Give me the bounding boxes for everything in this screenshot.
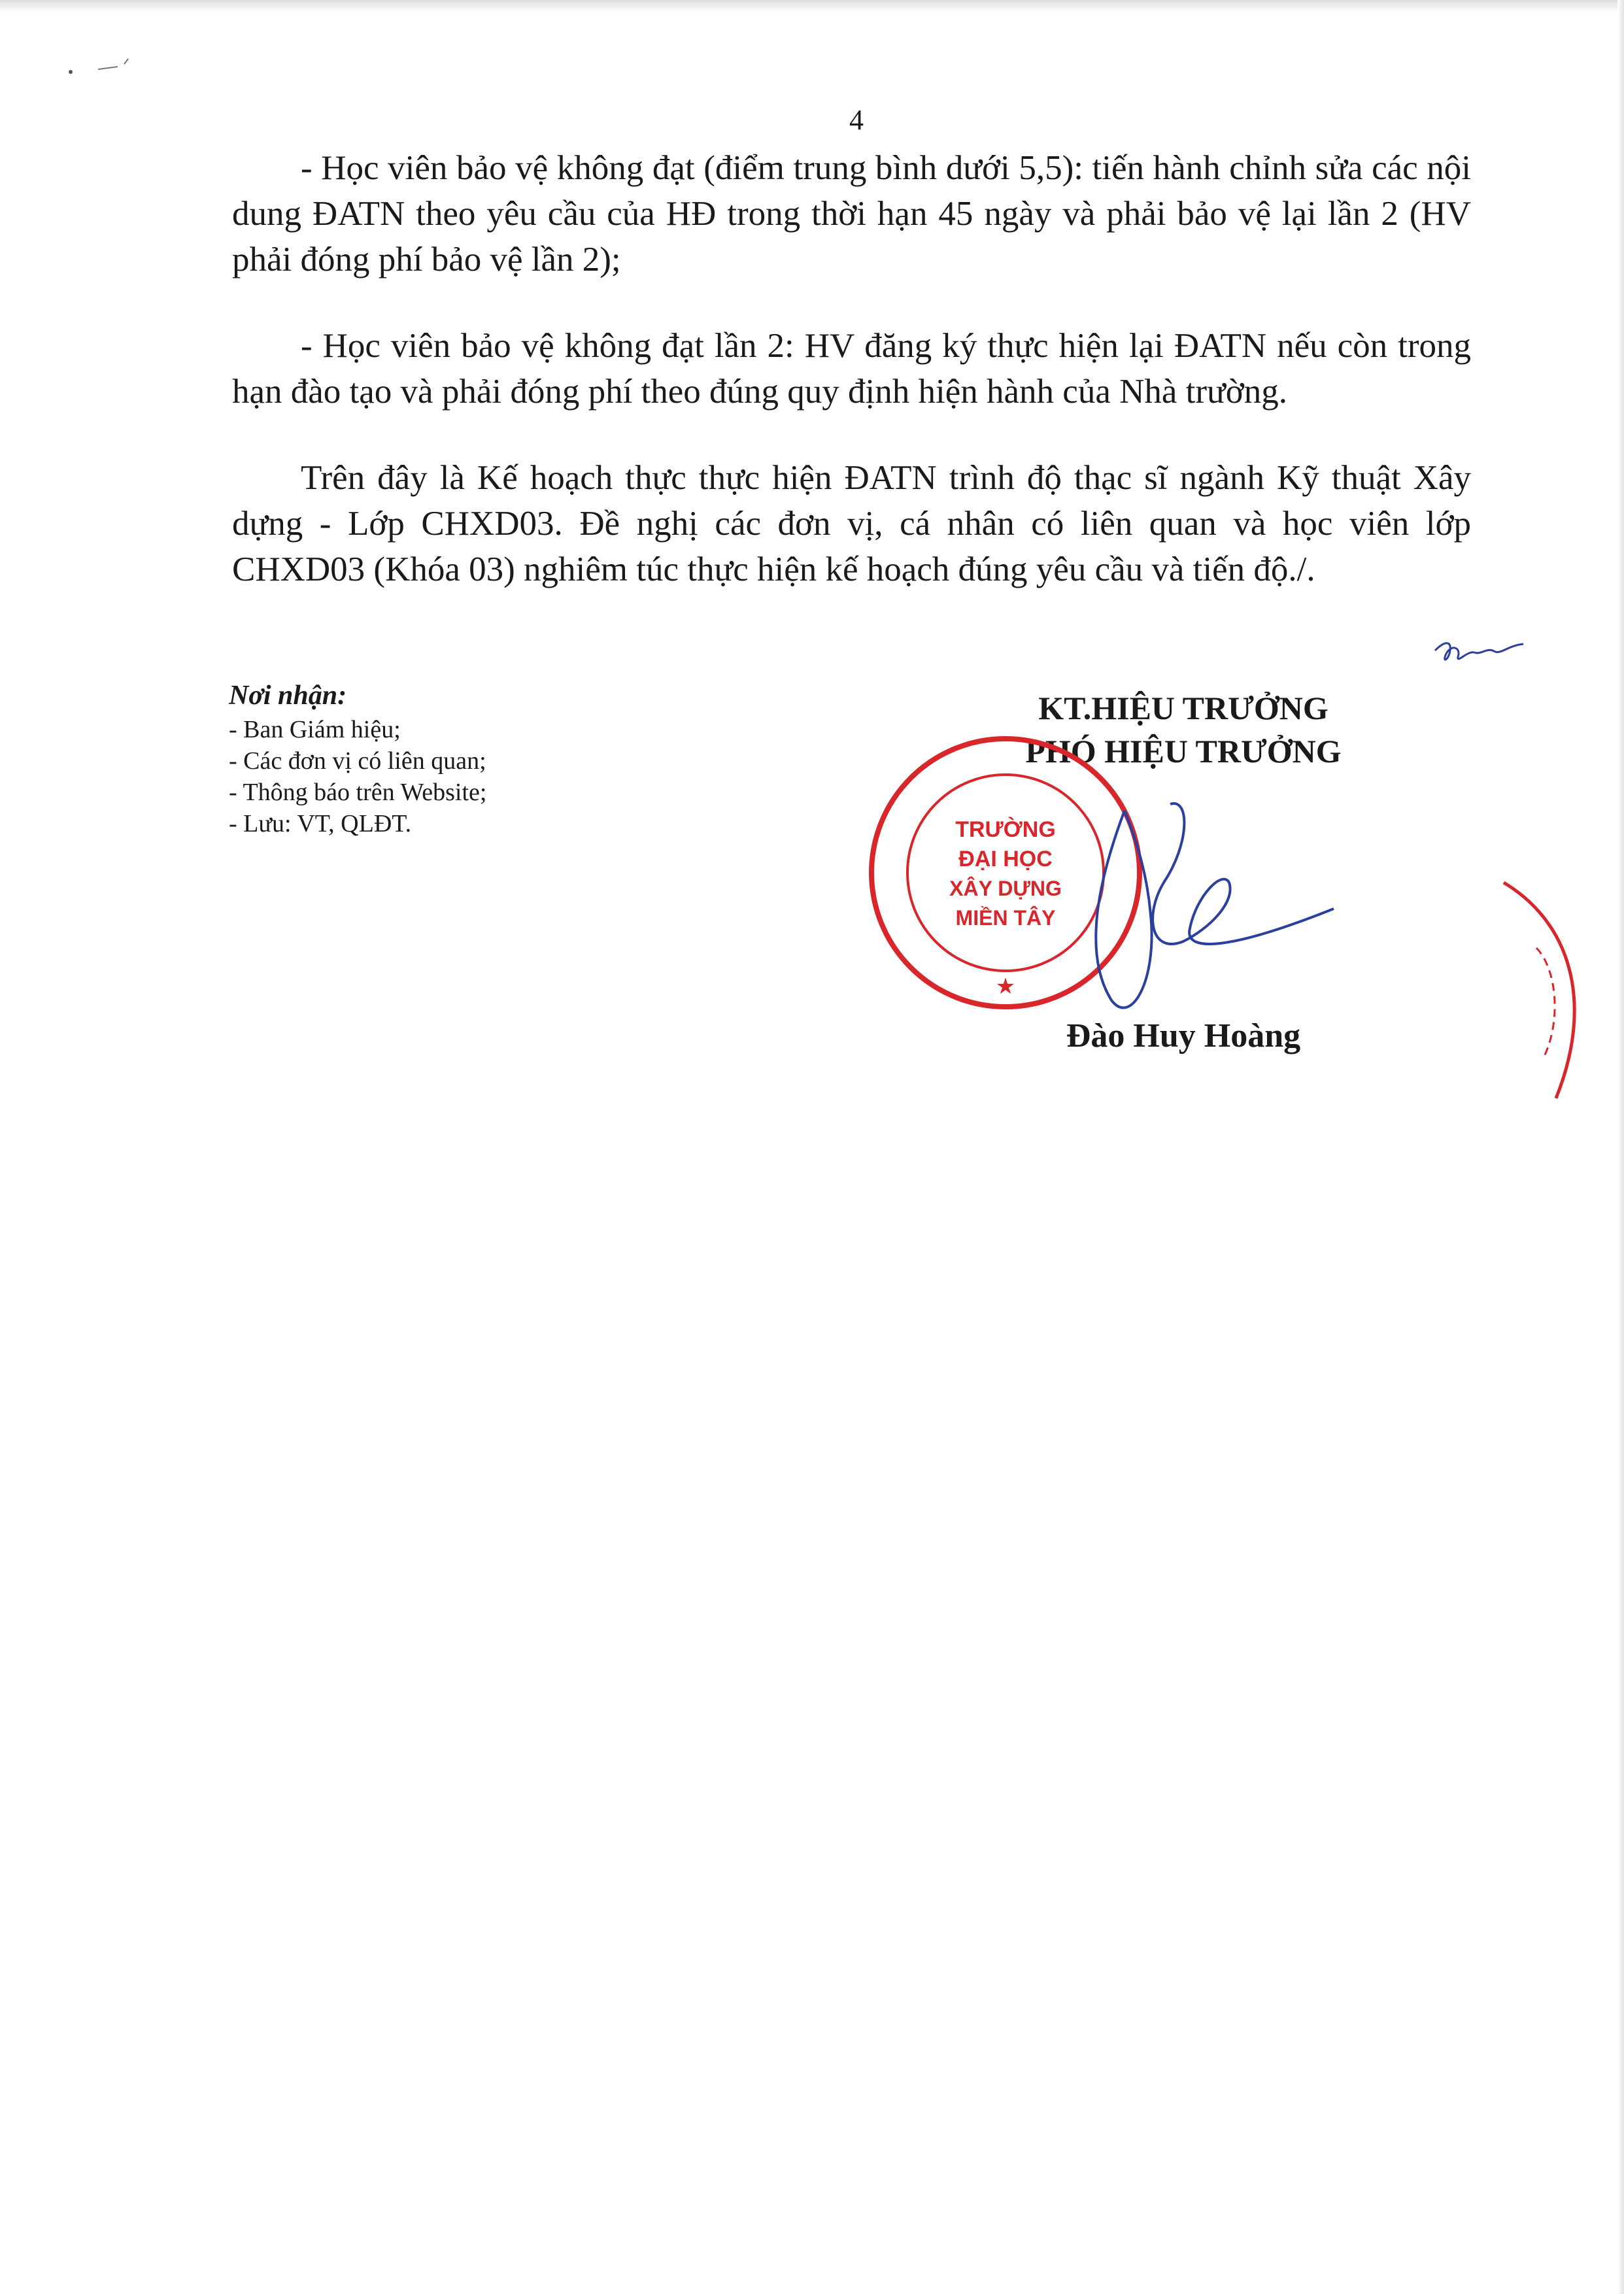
handwritten-signature (1040, 784, 1347, 1020)
signature-title-line1: KT.HIỆU TRƯỞNG (1038, 690, 1328, 726)
paragraph-fail-first-defense: - Học viên bảo vệ không đạt (điểm trung bình dưới 5,5): tiến hành chỉnh sửa các nội dung ĐATN theo yêu cầu của HĐ trong thời hạn 45 ngày và phải bảo vệ lại lần 2 (HV phải đóng phí bảo vệ lần 2); (232, 149, 1471, 278)
recipient-item: - Thông báo trên Website; (229, 779, 487, 806)
handwritten-initials (1432, 621, 1530, 673)
stamp-line-4: MIỀN TÂY (955, 906, 1056, 930)
recipient-item: - Các đơn vị có liên quan; (229, 747, 486, 775)
recipient-item: - Lưu: VT, QLĐT. (229, 810, 412, 837)
stamp-line-2: ĐẠI HỌC (958, 847, 1053, 871)
page-number: 4 (849, 104, 864, 136)
recipient-item: - Ban Giám hiệu; (229, 716, 401, 743)
recipients-title: Nơi nhận: (229, 681, 347, 711)
signer-name: Đào Huy Hoàng (1066, 1017, 1301, 1054)
paragraph-closing: Trên đây là Kế hoạch thực thực hiện ĐATN trình độ thạc sĩ ngành Kỹ thuật Xây dựng - Lớp CHXD03. Đề nghị các đơn vị, cá nhân có liên quan và học viên lớp CHXD03 (Khóa 03) nghiêm túc thực hiện kế hoạch đúng yêu cầu và tiến độ./. (232, 459, 1471, 588)
stamp-line-3: XÂY DỰNG (949, 877, 1062, 900)
paragraph-fail-second-defense: - Học viên bảo vệ không đạt lần 2: HV đăng ký thực hiện lại ĐATN nếu còn trong hạn đào tạo và phải đóng phí theo đúng quy định hiện hành của Nhà trường. (232, 327, 1471, 411)
stamp-star-icon: ★ (995, 975, 1016, 999)
scan-marks (59, 52, 157, 92)
seal-edge-stamp (1491, 869, 1624, 1118)
scan-edge-top (0, 0, 1624, 12)
body-text (232, 145, 1471, 633)
signature-title-line2: PHÓ HIỆU TRƯỞNG (1025, 733, 1342, 769)
scan-edge-right (1617, 0, 1624, 2294)
recipients-block (229, 680, 726, 839)
stamp-line-1: TRƯỜNG (955, 817, 1056, 842)
